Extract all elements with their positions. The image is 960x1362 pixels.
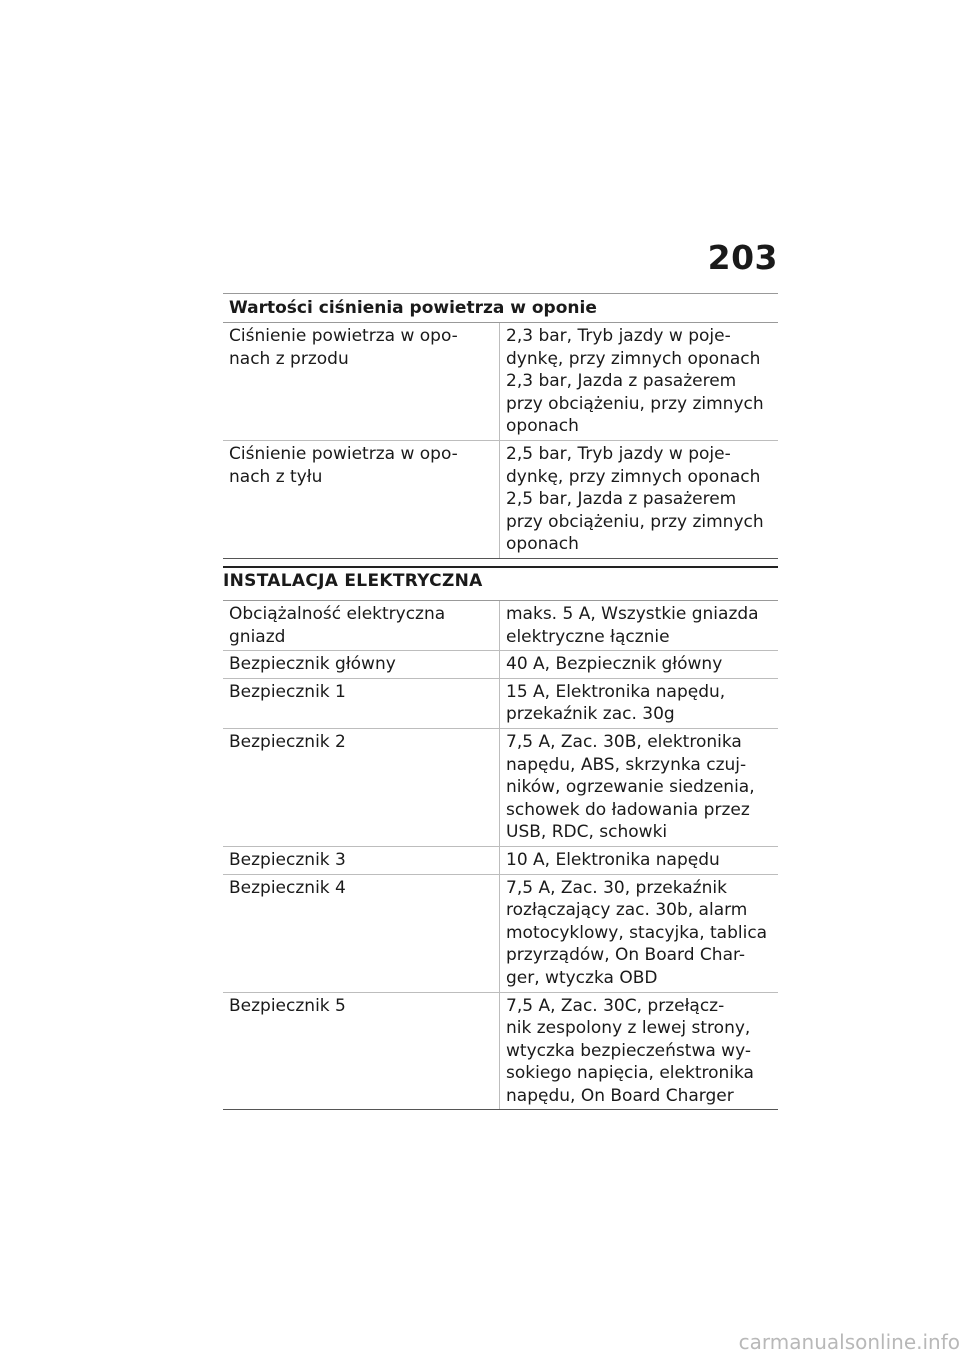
value-line: 2,5 bar, Tryb jazdy w poje- bbox=[506, 443, 731, 464]
label-line: gniazd bbox=[229, 626, 286, 647]
value-line: napędu, ABS, skrzynka czuj- bbox=[506, 754, 747, 775]
value-line: oponach bbox=[506, 534, 579, 555]
row-label bbox=[223, 323, 500, 440]
value-line: ger, wtyczka OBD bbox=[506, 967, 658, 988]
row-value bbox=[500, 323, 778, 440]
value-block bbox=[506, 325, 772, 370]
value-line: dynkę, przy zimnych oponach bbox=[506, 348, 761, 369]
value-line: przekaźnik zac. 30g bbox=[506, 704, 675, 725]
value-line: oponach bbox=[506, 416, 579, 437]
tire-pressure-table bbox=[223, 293, 778, 559]
row-label bbox=[223, 875, 500, 992]
row-label bbox=[223, 679, 500, 728]
table-row bbox=[223, 847, 778, 875]
value-line: 7,5 A, Zac. 30C, przełącz- bbox=[506, 995, 725, 1016]
label-line: Ciśnienie powietrza w opo- bbox=[229, 326, 458, 346]
row-value bbox=[500, 847, 778, 874]
row-value bbox=[500, 993, 778, 1110]
label-line: Bezpiecznik 4 bbox=[229, 877, 346, 898]
label-line: nach z tyłu bbox=[229, 466, 323, 487]
value-line: 7,5 A, Zac. 30B, elektronika bbox=[506, 731, 742, 752]
watermark: carmanualsonline.info bbox=[738, 1330, 960, 1354]
label-line: nach z przodu bbox=[229, 348, 349, 369]
value-line: schowek do ładowania przez bbox=[506, 799, 750, 820]
row-label bbox=[223, 729, 500, 846]
value-line: wtyczka bezpieczeństwa wy- bbox=[506, 1040, 751, 1061]
value-line: sokiego napięcia, elektronika bbox=[506, 1063, 754, 1084]
value-line: rozłączający zac. 30b, alarm bbox=[506, 900, 748, 921]
value-line: przy obciążeniu, przy zimnych bbox=[506, 511, 764, 532]
row-value bbox=[500, 441, 778, 558]
row-value bbox=[500, 875, 778, 992]
value-line: 2,3 bar, Tryb jazdy w poje- bbox=[506, 326, 731, 346]
table-row bbox=[223, 679, 778, 729]
value-line: 40 A, Bezpiecznik główny bbox=[506, 654, 723, 675]
label-line: Bezpiecznik 2 bbox=[229, 731, 346, 752]
row-value bbox=[500, 601, 778, 650]
value-line: 10 A, Elektronika napędu bbox=[506, 849, 720, 870]
row-label bbox=[223, 651, 500, 678]
label-line: Ciśnienie powietrza w opo- bbox=[229, 443, 458, 464]
electrical-table bbox=[223, 600, 778, 1110]
label-line: Bezpiecznik 5 bbox=[229, 995, 346, 1016]
value-line: przyrządów, On Board Char- bbox=[506, 945, 746, 966]
table-row-rear-pressure bbox=[223, 441, 778, 559]
row-value bbox=[500, 679, 778, 728]
page-number: 203 bbox=[707, 238, 778, 277]
row-label bbox=[223, 993, 500, 1110]
value-line: 2,5 bar, Jazda z pasażerem bbox=[506, 489, 737, 510]
table-row bbox=[223, 651, 778, 679]
value-line: przy obciążeniu, przy zimnych bbox=[506, 393, 764, 414]
value-line: USB, RDC, schowki bbox=[506, 822, 668, 843]
value-line: napędu, On Board Charger bbox=[506, 1085, 734, 1106]
value-line: 7,5 A, Zac. 30, przekaźnik bbox=[506, 877, 727, 898]
row-label bbox=[223, 441, 500, 558]
value-line: elektryczne łącznie bbox=[506, 626, 670, 647]
label-line: Obciążalność elektryczna bbox=[229, 604, 446, 624]
label-line: Bezpiecznik główny bbox=[229, 654, 396, 675]
table-row bbox=[223, 601, 778, 651]
table-row bbox=[223, 875, 778, 993]
table-row bbox=[223, 993, 778, 1111]
row-label bbox=[223, 847, 500, 874]
section-heading: INSTALACJA ELEKTRYCZNA bbox=[223, 566, 778, 591]
value-line: dynkę, przy zimnych oponach bbox=[506, 466, 761, 487]
value-block bbox=[506, 370, 772, 438]
value-line: motocyklowy, stacyjka, tablica bbox=[506, 922, 768, 943]
table-row-front-pressure bbox=[223, 323, 778, 441]
value-line: nik zespolony z lewej strony, bbox=[506, 1018, 751, 1039]
value-line: ników, ogrzewanie siedzenia, bbox=[506, 777, 755, 798]
value-line: 2,3 bar, Jazda z pasażerem bbox=[506, 371, 737, 392]
row-value bbox=[500, 651, 778, 678]
value-block bbox=[506, 488, 772, 556]
row-label bbox=[223, 601, 500, 650]
value-block bbox=[506, 443, 772, 488]
row-value bbox=[500, 729, 778, 846]
table-caption: Wartości ciśnienia powietrza w oponie bbox=[223, 293, 778, 323]
value-line: maks. 5 A, Wszystkie gniazda bbox=[506, 604, 759, 624]
label-line: Bezpiecznik 3 bbox=[229, 849, 346, 870]
table-row bbox=[223, 729, 778, 847]
value-line: 15 A, Elektronika napędu, bbox=[506, 681, 726, 702]
label-line: Bezpiecznik 1 bbox=[229, 681, 346, 702]
